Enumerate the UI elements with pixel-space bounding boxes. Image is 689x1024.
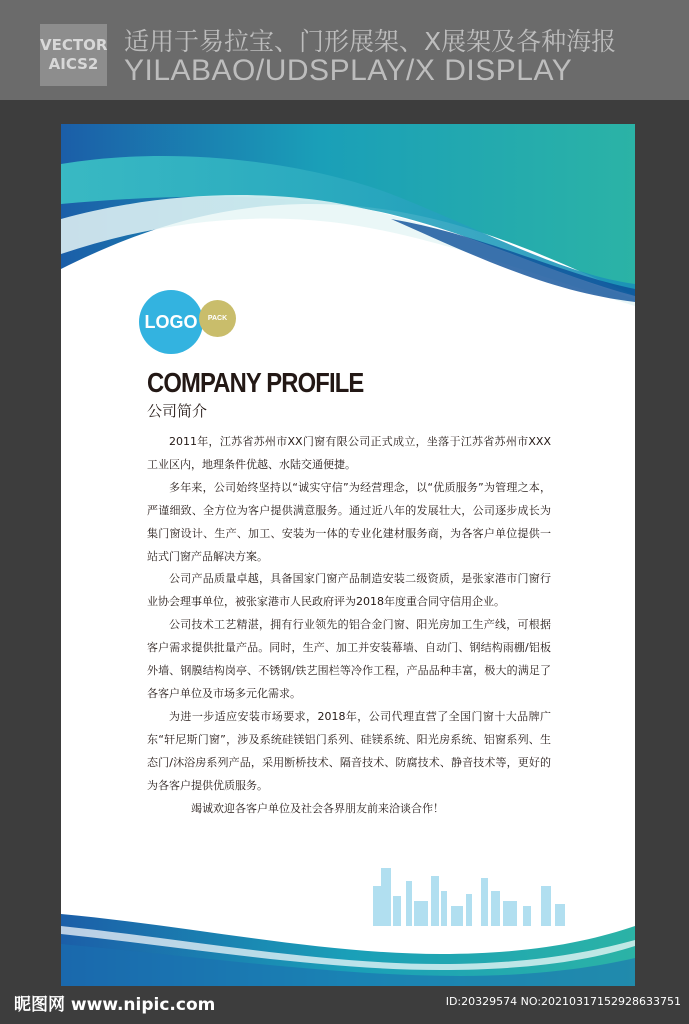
top-wave-decoration <box>61 124 635 314</box>
logo-pack-circle: PACK <box>199 300 236 337</box>
badge-line-2: AICS2 <box>48 55 99 73</box>
title-company-profile: COMPANY PROFILE <box>147 367 364 398</box>
paragraph: 多年来，公司始终坚持以“诚实守信”为经营理念，以“优质服务”为管理之本，严谨细致、全方位为客户提供满意服务。通过近八年的发展壮大，公司逐步成长为集门窗设计、生产、加工、安装为一体的专业化建材服务商，为各客户单位提供一站式门窗产品解决方案。 <box>147 480 551 563</box>
header-title-en: YILABAO/UDSPLAY/X DISPLAY <box>124 54 573 87</box>
vector-badge <box>40 24 107 86</box>
footer-id: ID:20329574 NO:20210317152928633751 <box>445 995 681 1008</box>
paragraph: 公司产品质量卓越，具备国家门窗产品制造安装二级资质，是张家港市门窗行业协会理事单位，被张家港市人民政府评为2018年度重合同守信用企业。 <box>147 572 551 609</box>
badge-line-1: VECTOR <box>40 36 108 54</box>
profile-body <box>147 431 551 820</box>
paragraph: 2011年，江苏省苏州市XX门窗有限公司正式成立，坐落于江苏省苏州市XXX工业区内，地理条件优越、水陆交通便捷。 <box>147 435 551 471</box>
city-skyline-icon <box>373 868 565 926</box>
top-banner <box>0 0 689 100</box>
header-title-cn: 适用于易拉宝、门形展架、X展架及各种海报 <box>124 27 617 56</box>
logo-circle: LOGO <box>139 290 203 354</box>
paragraph: 竭诚欢迎各客户单位及社会各界朋友前来洽谈合作！ <box>191 801 444 815</box>
poster <box>61 124 635 986</box>
bottom-wave-decoration <box>61 856 635 986</box>
paragraph: 为进一步适应安装市场要求，2018年，公司代理直营了全国门窗十大品牌广东“轩尼斯门窗”，涉及系统硅镁铝门系列、硅镁系统、阳光房系统、铝窗系列、生态门/沐浴房系列产品，采用断桥技术、隔音技术、防腐技术、静音技术等，更好的为各客户提供优质服务。 <box>147 709 551 792</box>
paragraph: 公司技术工艺精湛，拥有行业领先的铝合金门窗、阳光房加工生产线，可根据客户需求提供批量产品。同时，生产、加工并安装幕墙、自动门、钢结构雨棚/铝板外墙、钢膜结构岗亭、不锈钢/铁艺围栏等冷作工程，产品品种丰富，极大的满足了各客户单位及市场多元化需求。 <box>147 618 551 700</box>
footer-site: 昵图网 www.nipic.com <box>14 995 216 1015</box>
title-cn: 公司简介 <box>147 402 208 420</box>
